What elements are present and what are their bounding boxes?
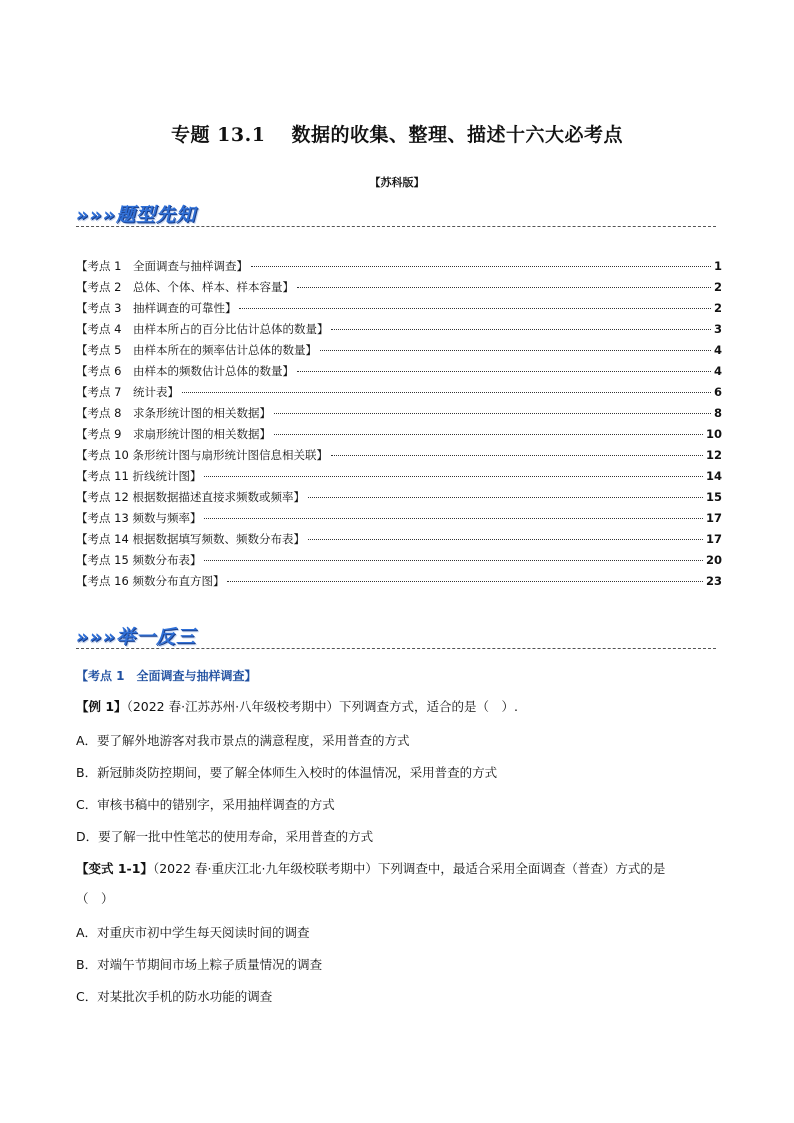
- banner-label: »»»举一反三: [76, 626, 197, 648]
- section-banner-preview: [76, 200, 716, 230]
- variant-stem-cont: （ ）: [76, 891, 114, 906]
- option-a: A．要了解外地游客对我市景点的满意程度，采用普查的方式: [76, 733, 410, 748]
- toc-item[interactable]: 【考点 5 由样本所在的频率估计总体的数量】 4: [76, 343, 722, 357]
- title-text: 数据的收集、整理、描述十六大必考点: [291, 124, 623, 146]
- toc-item[interactable]: 【考点 10 条形统计图与扇形统计图信息相关联】 12: [76, 448, 722, 462]
- toc-item[interactable]: 【考点 16 频数分布直方图】 23: [76, 574, 722, 588]
- divider: [76, 226, 716, 227]
- variant-option-c: C．对某批次手机的防水功能的调查: [76, 989, 273, 1004]
- toc-item[interactable]: 【考点 9 求扇形统计图的相关数据】 10: [76, 427, 722, 441]
- example-label: 【例 1】: [76, 699, 127, 714]
- toc-item[interactable]: 【考点 11 折线统计图】 14: [76, 469, 722, 483]
- example-text: （2022 春·江苏苏州·八年级校考期中）下列调查方式，适合的是（ ）.: [126, 699, 519, 714]
- toc-item[interactable]: 【考点 7 统计表】 6: [76, 385, 722, 399]
- variant-option-a: A．对重庆市初中学生每天阅读时间的调查: [76, 925, 310, 940]
- edition-label: 【苏科版】: [369, 176, 425, 189]
- divider: [76, 648, 716, 649]
- banner-label: »»»题型先知: [76, 204, 197, 226]
- toc-item[interactable]: 【考点 6 由样本的频数估计总体的数量】 4: [76, 364, 722, 378]
- variant-option-b: B．对端午节期间市场上粽子质量情况的调查: [76, 957, 323, 972]
- title-number: 专题 13.1: [171, 124, 266, 146]
- toc-item[interactable]: 【考点 1 全面调查与抽样调查】 1: [76, 259, 722, 273]
- toc-item[interactable]: 【考点 13 频数与频率】 17: [76, 511, 722, 525]
- variant-text: （2022 春·重庆江北·九年级校联考期中）下列调查中，最适合采用全面调查（普查）方式的是: [152, 861, 666, 876]
- variant-stem: [76, 859, 726, 877]
- option-c: C．审核书稿中的错别字，采用抽样调查的方式: [76, 797, 335, 812]
- option-d: D．要了解一批中性笔芯的使用寿命，采用普查的方式: [76, 829, 374, 844]
- toc-item[interactable]: 【考点 3 抽样调查的可靠性】 2: [76, 301, 722, 315]
- variant-label: 【变式 1-1】: [76, 861, 153, 876]
- option-b: B．新冠肺炎防控期间，要了解全体师生入校时的体温情况，采用普查的方式: [76, 765, 498, 780]
- toc-item[interactable]: 【考点 4 由样本所占的百分比估计总体的数量】 3: [76, 322, 722, 336]
- toc-item[interactable]: 【考点 8 求条形统计图的相关数据】 8: [76, 406, 722, 420]
- document-title: [0, 120, 794, 147]
- toc-item[interactable]: 【考点 15 频数分布表】 20: [76, 553, 722, 567]
- section-banner-practice: [76, 622, 716, 652]
- toc-item[interactable]: 【考点 12 根据数据描述直接求频数或频率】 15: [76, 490, 722, 504]
- example-stem: [76, 697, 726, 715]
- toc-item[interactable]: 【考点 2 总体、个体、样本、样本容量】 2: [76, 280, 722, 294]
- section-heading: 【考点 1 全面调查与抽样调查】: [76, 669, 257, 683]
- table-of-contents: [76, 258, 722, 594]
- toc-item[interactable]: 【考点 14 根据数据填写频数、频数分布表】 17: [76, 532, 722, 546]
